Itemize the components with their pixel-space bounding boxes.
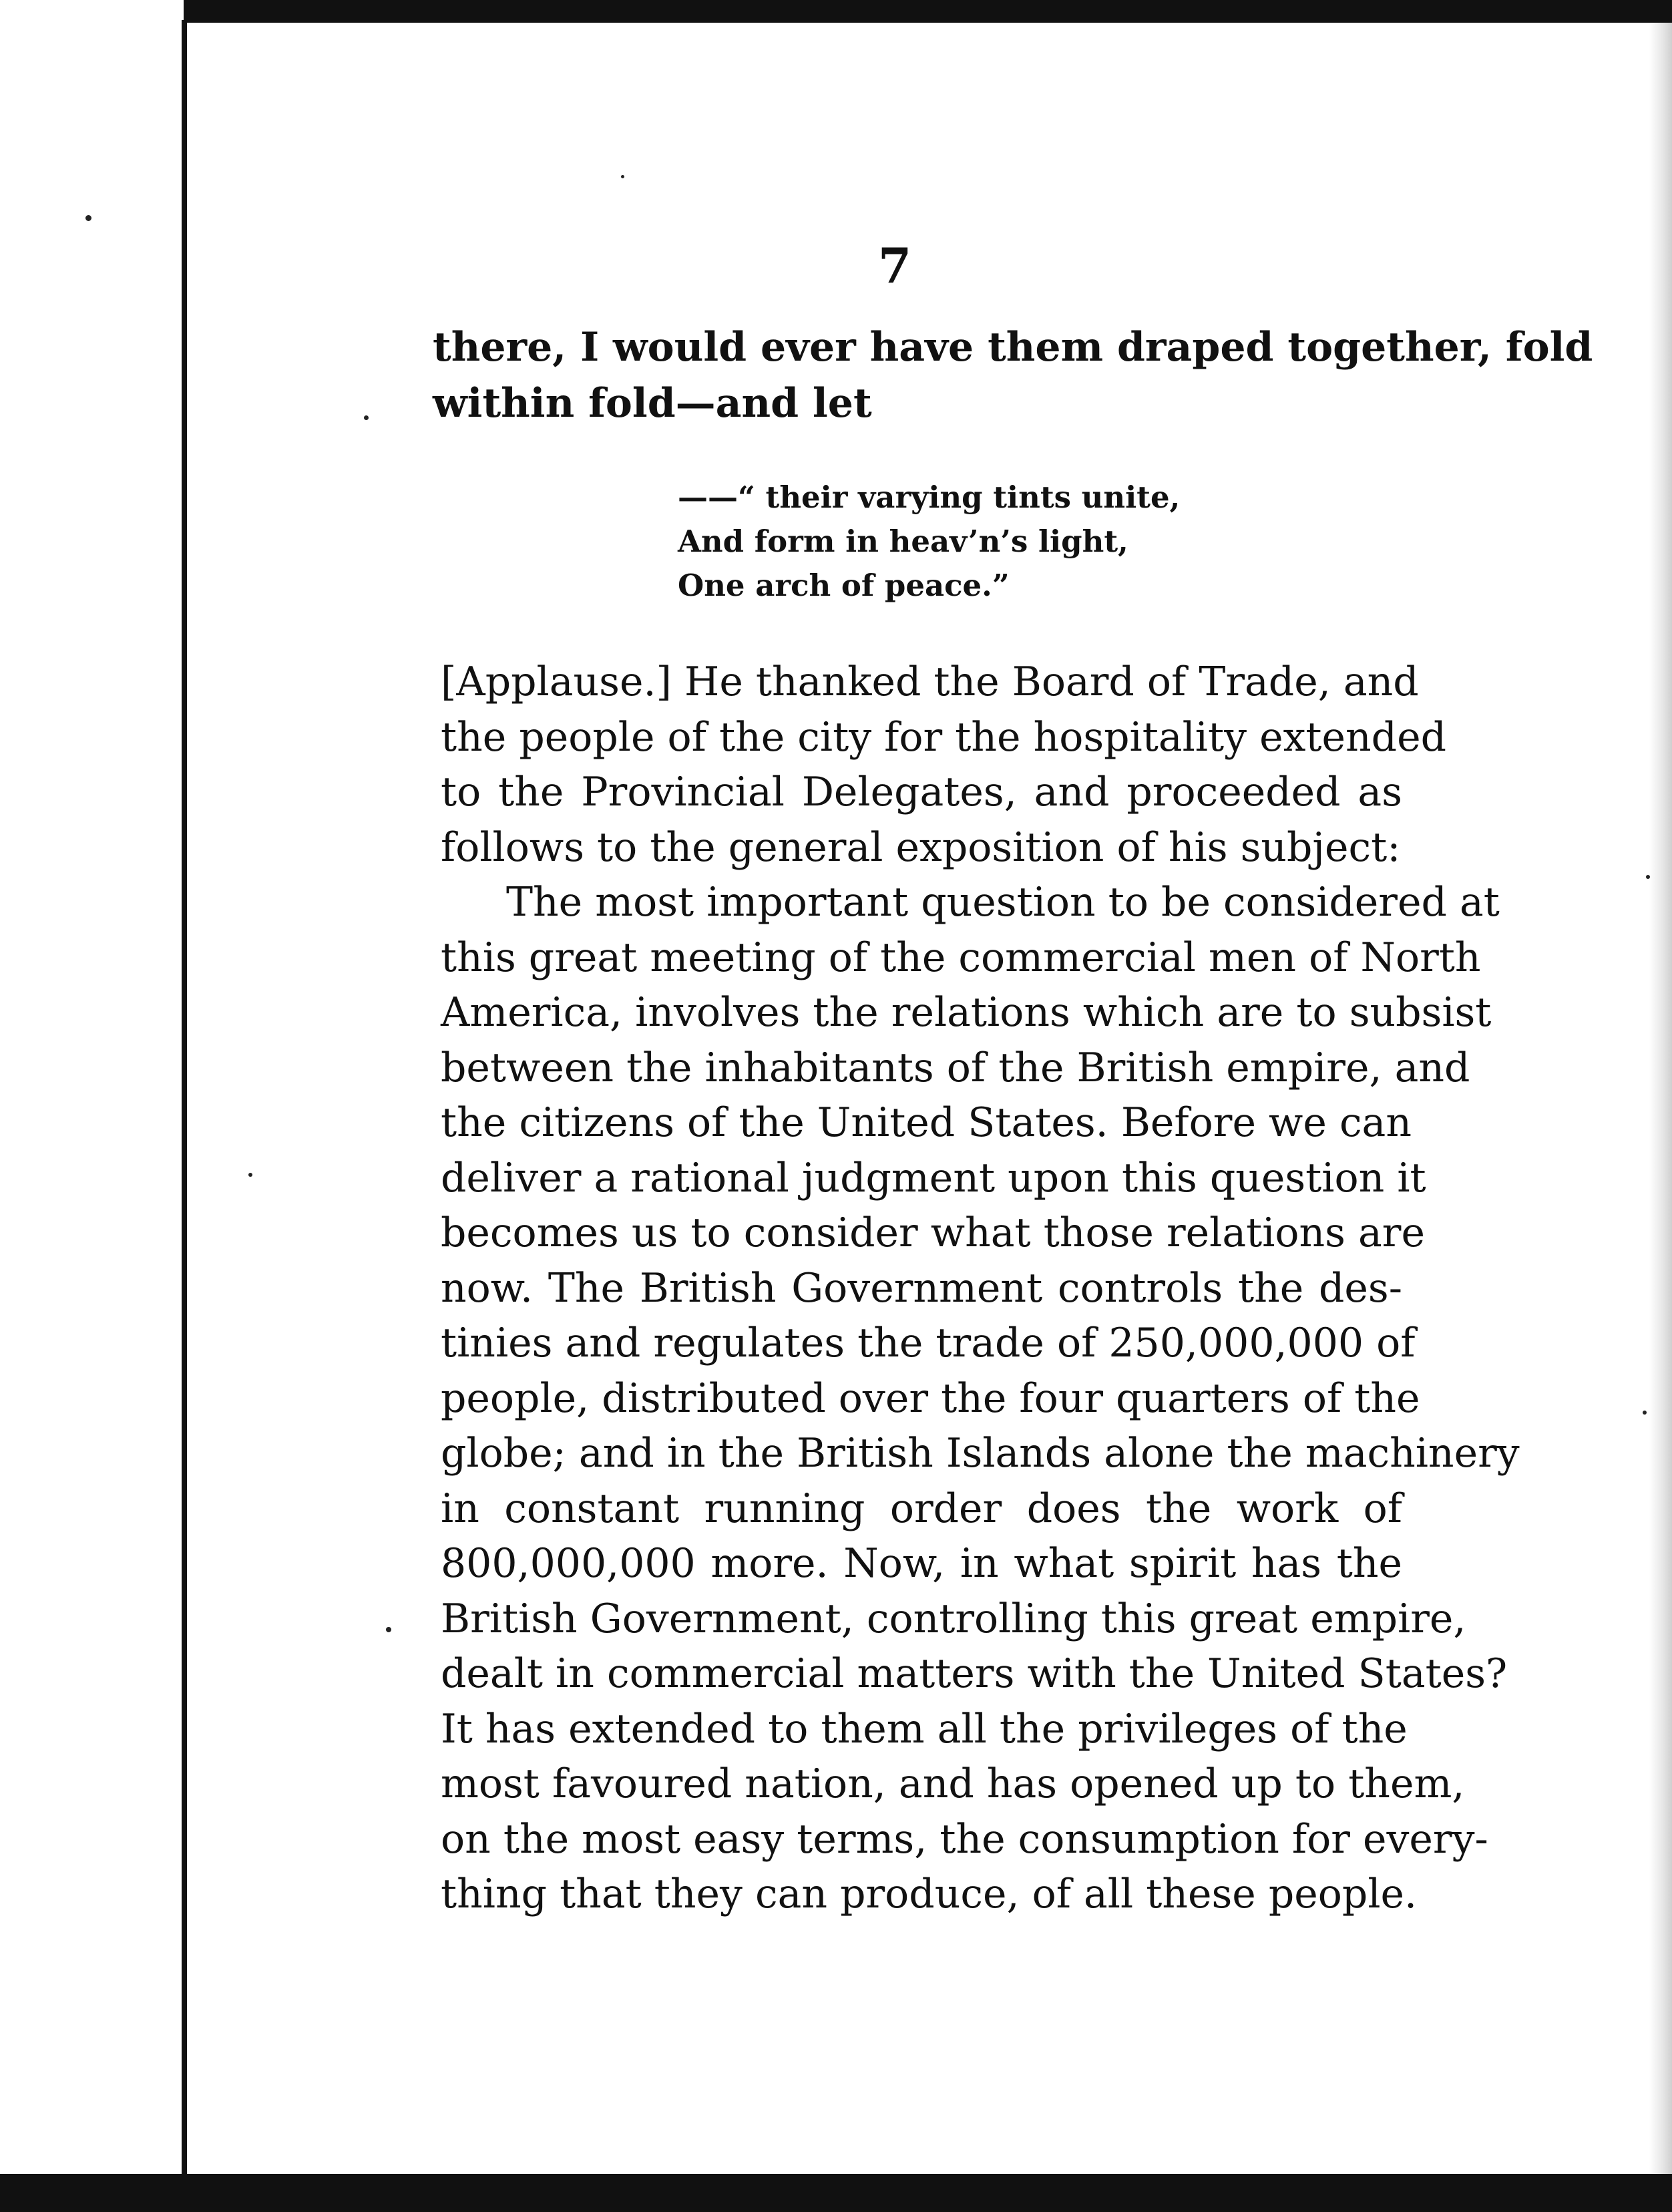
text-line: most favoured nation, and has opened up to them, (441, 1761, 1465, 1807)
text-line: people, distributed over the four quarters of the (441, 1374, 1420, 1422)
text-line: to the Provincial Delegates, and proceeded as (441, 769, 1402, 815)
text-line: between the inhabitants of the British empire, and (441, 1044, 1470, 1091)
quotation-line: ——“ their varying tints unite, (678, 480, 1181, 515)
text-line: tinies and regulates the trade of 250,000,000 of (441, 1320, 1416, 1366)
scan-speck (364, 415, 369, 420)
text-line: becomes us to consider what those relations are (441, 1210, 1425, 1256)
binding-rule (182, 20, 187, 2177)
text-line: 800,000,000 more. Now, in what spirit has the (441, 1540, 1402, 1587)
text-line: dealt in commercial matters with the United States? (441, 1650, 1508, 1697)
opening-text (433, 319, 1593, 431)
scan-speck (621, 175, 624, 178)
scan-speck (248, 1173, 252, 1177)
scan-speck (386, 1627, 391, 1632)
text-line: thing that they can produce, of all these people. (441, 1871, 1418, 1917)
text-line: the citizens of the United States. Before we can (441, 1099, 1412, 1146)
paragraph (441, 655, 1447, 875)
binding-edge (0, 0, 184, 2212)
opening-line: there, I would ever have them draped together, fold (433, 324, 1593, 371)
page-edge-shadow (1649, 23, 1672, 2174)
scan-speck (1646, 875, 1650, 879)
opening-line: within fold—and let (433, 380, 872, 427)
scan-bottom-border (0, 2174, 1672, 2212)
text-line: now. The British Government controls the des- (441, 1264, 1402, 1312)
scan-speck (1643, 1411, 1647, 1415)
text-line: [Applause.] He thanked the Board of Trade, and (441, 659, 1419, 705)
quotation (678, 476, 1180, 608)
text-line: the people of the city for the hospitality extended (441, 713, 1447, 761)
quotation-line: And form in heav’n’s light, (678, 524, 1128, 559)
text-line: America, involves the relations which are to subsist (441, 989, 1492, 1036)
text-line: in constant running order does the work of (441, 1485, 1402, 1532)
text-line: deliver a rational judgment upon this question it (441, 1154, 1426, 1202)
body-text (441, 655, 1520, 1922)
quotation-line: One arch of peace.” (678, 568, 1010, 603)
text-line: on the most easy terms, the consumption for every- (441, 1815, 1488, 1863)
scan-top-border (184, 0, 1672, 23)
text-line: It has extended to them all the privileges of the (441, 1705, 1408, 1753)
text-line: The most important question to be considered at (506, 879, 1500, 926)
text-line: British Government, controlling this great empire, (441, 1595, 1466, 1642)
scan-speck (85, 215, 91, 221)
paragraph (441, 875, 1520, 1922)
text-line: globe; and in the British Islands alone the machinery (441, 1430, 1520, 1477)
text-line: this great meeting of the commercial men of North (441, 934, 1481, 981)
page-number: 7 (877, 237, 912, 294)
text-line: follows to the general exposition of his subject: (441, 823, 1401, 871)
